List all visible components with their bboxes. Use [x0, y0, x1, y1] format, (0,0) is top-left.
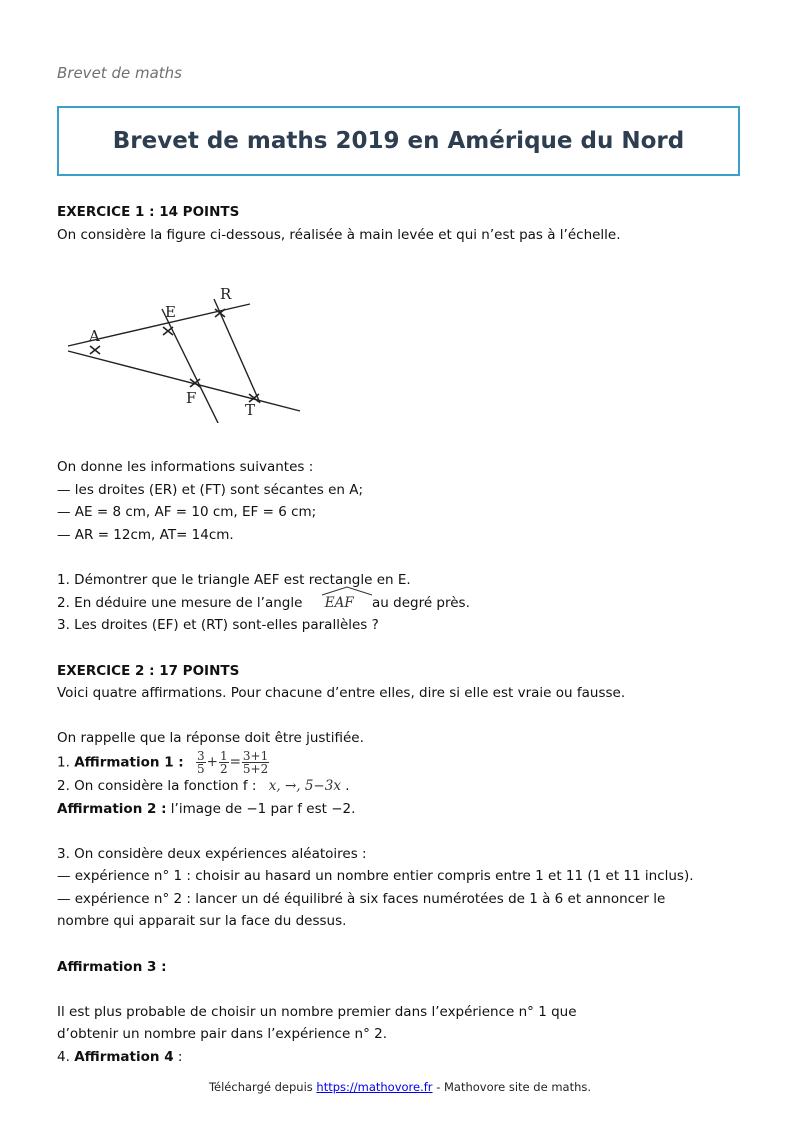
footer-suffix: - Mathovore site de maths. [436, 1080, 592, 1094]
info-line-2: — AE = 8 cm, AF = 10 cm, EF = 6 cm; [57, 504, 317, 521]
label-R: R [220, 285, 232, 304]
affirmation-2-context [57, 775, 747, 798]
affirmation-3-intro: 3. On considère deux expériences aléatoires : [57, 845, 367, 862]
affirmation-2-text: 2. On considère la fonction f : [57, 777, 257, 794]
exercise-2-reminder: On rappelle que la réponse doit être justifiée. [57, 730, 364, 747]
experience-2-line-2: nombre qui apparait sur la face du dessus. [57, 913, 347, 930]
exercise-2-intro: Voici quatre affirmations. Pour chacune d’entre elles, dire si elle est vraie ou fausse. [57, 685, 626, 702]
label-F: F [186, 389, 197, 408]
exercise-1-intro: On considère la figure ci-dessous, réalisée à main levée et qui n’est pas à l’échelle. [57, 226, 621, 243]
document-body [57, 201, 747, 1069]
page-header: Brevet de maths [57, 64, 182, 82]
affirmation-2 [57, 798, 747, 821]
angle-eaf [321, 592, 358, 615]
affirmation-1-label: Affirmation 1 : [74, 754, 184, 771]
affirmation-3-statement-1: Il est plus probable de choisir un nombre premier dans l’expérience n° 1 que [57, 1003, 577, 1020]
fraction-2-numerator: 1 [219, 748, 228, 763]
function-formula: x, →, 5−3x [268, 777, 341, 794]
label-T: T [245, 401, 256, 420]
affirmation-4-number: 4. [57, 1049, 70, 1066]
affirmation-1-formula [196, 748, 269, 776]
footer-text: Téléchargé depuis [208, 1080, 313, 1094]
question-2 [57, 592, 747, 615]
title-box [57, 106, 740, 176]
label-A: A [89, 327, 100, 346]
question-1: 1. Démontrer que le triangle AEF est rectangle en E. [57, 572, 411, 589]
affirmation-1-number: 1. [57, 754, 70, 771]
question-3: 3. Les droites (EF) et (RT) sont-elles parallèles ? [57, 617, 379, 634]
footer-link[interactable]: https://mathovore.fr [316, 1080, 433, 1094]
plus-sign: + [206, 754, 218, 771]
question-2-text: 2. En déduire une mesure de l’angle [57, 594, 303, 611]
affirmation-2-statement: l’image de −1 par f est −2. [170, 800, 356, 817]
affirmation-3-statement-2: d’obtenir un nombre pair dans l’expérience n° 2. [57, 1026, 388, 1043]
affirmation-4 [57, 1046, 747, 1069]
exercise-1-heading: EXERCICE 1 : 14 POINTS [57, 204, 240, 220]
affirmation-2-label: Affirmation 2 : [57, 800, 167, 817]
page-title: Brevet de maths 2019 en Amérique du Nord [112, 128, 685, 154]
info-line-3: — AR = 12cm, AT= 14cm. [57, 526, 234, 543]
fraction-3-denominator: 5+2 [242, 761, 269, 776]
exercise-2-heading: EXERCICE 2 : 17 POINTS [57, 662, 240, 679]
line-AT [68, 351, 300, 411]
angle-hat-icon [321, 586, 373, 596]
angle-eaf-label: EAF [324, 594, 354, 611]
affirmation-1 [57, 750, 747, 775]
fraction-1-numerator: 3 [196, 748, 205, 763]
fraction-3-numerator: 3+1 [242, 748, 269, 763]
label-E: E [165, 303, 176, 322]
info-intro: On donne les informations suivantes : [57, 459, 314, 476]
affirmation-2-dot: . [345, 777, 350, 794]
fraction-2-denominator: 2 [219, 761, 228, 776]
geometry-figure-svg [62, 263, 322, 423]
experience-2-line-1: — expérience n° 2 : lancer un dé équilibré à six faces numérotées de 1 à 6 et annoncer le [57, 890, 666, 907]
question-2-suffix: au degré près. [372, 594, 470, 611]
experience-1: — expérience n° 1 : choisir au hasard un nombre entier compris entre 1 et 11 (1 et 11 inclus). [57, 868, 694, 885]
info-line-1: — les droites (ER) et (FT) sont sécantes en A; [57, 481, 364, 498]
affirmation-3-label: Affirmation 3 : [57, 958, 167, 975]
fraction-1-denominator: 5 [196, 761, 205, 776]
page-footer [0, 1080, 800, 1094]
equals-sign: = [229, 754, 241, 771]
affirmation-4-label: Affirmation 4 [74, 1049, 174, 1066]
affirmation-4-colon: : [177, 1049, 183, 1066]
geometry-figure [62, 263, 322, 423]
